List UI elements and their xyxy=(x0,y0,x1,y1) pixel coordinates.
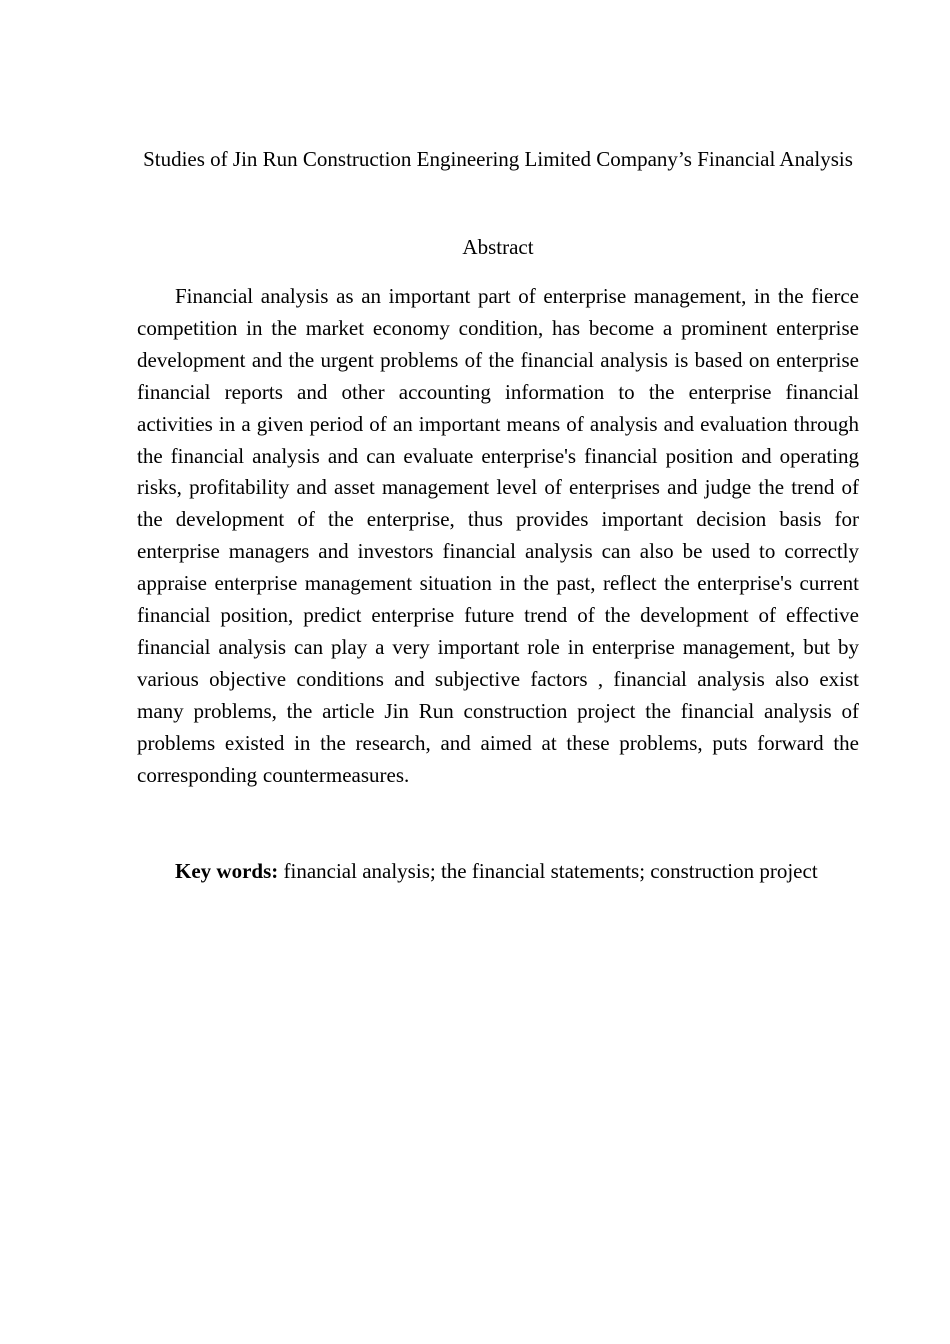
document-title: Studies of Jin Run Construction Engineering Limited Company’s Financial Analysis xyxy=(143,147,853,171)
keywords-label: Key words: xyxy=(175,859,279,883)
keywords-text: financial analysis; the financial statements; construction project xyxy=(278,859,818,883)
abstract-heading: Abstract xyxy=(462,235,534,259)
keywords-line xyxy=(137,855,859,887)
abstract-paragraph: Financial analysis as an important part of enterprise management, in the fierce competition in the market economy condition, has become a prominent enterprise development and the urgent problems of the financial analysis is based on enterprise financial reports and other accounting information to the enterprise financial activities in a given period of an important means of analysis and evaluation through the financial analysis and can evaluate enterprise's financial position and operating risks, profitability and asset management level of enterprises and judge the trend of the development of the enterprise, thus provides important decision basis for enterprise managers and investors financial analysis can also be used to correctly appraise enterprise management situation in the past, reflect the enterprise's current financial position, predict enterprise future trend of the development of effective financial analysis can play a very important role in enterprise management, but by various objective conditions and subjective factors , financial analysis also exist many problems, the article Jin Run construction project the financial analysis of problems existed in the research, and aimed at these problems, puts forward the corresponding countermeasures. xyxy=(137,284,859,787)
